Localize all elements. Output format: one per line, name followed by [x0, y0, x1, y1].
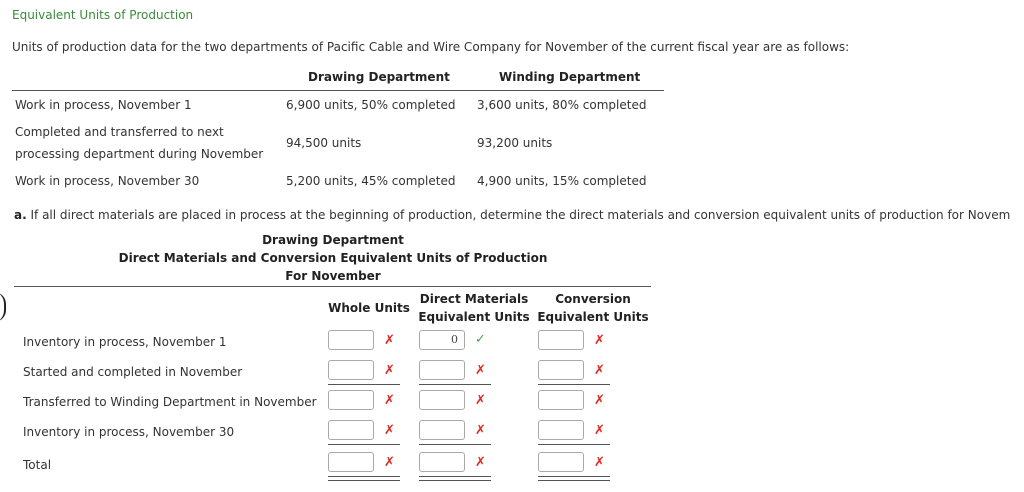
dm-equivalent-input[interactable]: [419, 420, 465, 440]
incorrect-x-icon: ✗: [594, 455, 605, 470]
conversion-equivalent-input[interactable]: [538, 420, 584, 440]
row-winding-value: 93,200 units: [477, 136, 553, 150]
dm-equivalent-input[interactable]: [419, 360, 465, 380]
report-row-label: Transferred to Winding Department in November: [23, 395, 317, 409]
dm-equivalent-input[interactable]: 0: [419, 330, 465, 350]
row-drawing-value: 94,500 units: [286, 136, 362, 150]
incorrect-x-icon: ✗: [475, 363, 486, 378]
left-bracket-icon: [0, 292, 6, 322]
conversion-equivalent-input[interactable]: [538, 390, 584, 410]
col-header-conv-line1: Conversion: [555, 292, 631, 306]
total-double-rule: [538, 476, 610, 481]
dm-equivalent-input[interactable]: [419, 390, 465, 410]
incorrect-x-icon: ✗: [475, 423, 486, 438]
table-header-rule: [12, 90, 664, 91]
row-label-continued: processing department during November: [15, 147, 264, 161]
incorrect-x-icon: ✗: [384, 363, 395, 378]
subtotal-rule: [538, 384, 610, 385]
winding-dept-header: Winding Department: [499, 70, 641, 84]
conversion-equivalent-total-input[interactable]: [538, 452, 584, 472]
row-drawing-value: 6,900 units, 50% completed: [286, 98, 456, 112]
col-header-whole-units: Whole Units: [328, 301, 410, 315]
conversion-equivalent-input[interactable]: [538, 330, 584, 350]
incorrect-x-icon: ✗: [594, 423, 605, 438]
report-title-period: For November: [285, 269, 381, 283]
incorrect-x-icon: ✗: [384, 393, 395, 408]
correct-check-icon: ✓: [475, 332, 486, 347]
report-row-label: Started and completed in November: [23, 365, 243, 379]
dm-equivalent-total-input[interactable]: [419, 452, 465, 472]
col-header-dm-line2: Equivalent Units: [418, 310, 530, 324]
col-header-dm-line1: Direct Materials: [419, 292, 529, 306]
row-drawing-value: 5,200 units, 45% completed: [286, 174, 456, 188]
report-row-label: Inventory in process, November 30: [23, 425, 235, 439]
drawing-dept-header: Drawing Department: [308, 70, 450, 84]
conversion-equivalent-input[interactable]: [538, 360, 584, 380]
incorrect-x-icon: ✗: [594, 393, 605, 408]
whole-units-total-input[interactable]: [328, 452, 374, 472]
incorrect-x-icon: ✗: [384, 333, 395, 348]
incorrect-x-icon: ✗: [594, 363, 605, 378]
total-double-rule: [419, 476, 491, 481]
incorrect-x-icon: ✗: [594, 333, 605, 348]
subtotal-rule: [328, 384, 400, 385]
subtotal-rule: [328, 444, 400, 445]
page-title: Equivalent Units of Production: [12, 8, 194, 22]
whole-units-input[interactable]: [328, 330, 374, 350]
whole-units-input[interactable]: [328, 360, 374, 380]
question-text: [14, 208, 1010, 222]
incorrect-x-icon: ✗: [475, 393, 486, 408]
row-label: Work in process, November 30: [15, 174, 200, 188]
intro-text: Units of production data for the two departments of Pacific Cable and Wire Company for November of the current fiscal year are as follows:: [12, 40, 850, 54]
incorrect-x-icon: ✗: [384, 423, 395, 438]
row-label: Completed and transferred to next: [15, 125, 224, 139]
row-winding-value: 4,900 units, 15% completed: [477, 174, 647, 188]
whole-units-input[interactable]: [328, 390, 374, 410]
report-row-label-total: Total: [23, 458, 52, 472]
report-title-main: Direct Materials and Conversion Equivalent Units of Production: [118, 251, 548, 265]
question-letter: a.: [14, 208, 27, 222]
total-double-rule: [328, 476, 400, 481]
subtotal-rule: [538, 444, 610, 445]
incorrect-x-icon: ✗: [475, 455, 486, 470]
question-body: If all direct materials are placed in process at the beginning of production, determine the direct materials and conversion equivalent units of production for Novem: [30, 208, 1011, 222]
col-header-conv-line2: Equivalent Units: [537, 310, 649, 324]
incorrect-x-icon: ✗: [384, 455, 395, 470]
report-row-label: Inventory in process, November 1: [23, 335, 227, 349]
report-title-dept: Drawing Department: [262, 233, 404, 247]
subtotal-rule: [419, 384, 491, 385]
report-header-rule: [14, 286, 651, 287]
subtotal-rule: [419, 444, 491, 445]
row-winding-value: 3,600 units, 80% completed: [477, 98, 647, 112]
row-label: Work in process, November 1: [15, 98, 192, 112]
whole-units-input[interactable]: [328, 420, 374, 440]
